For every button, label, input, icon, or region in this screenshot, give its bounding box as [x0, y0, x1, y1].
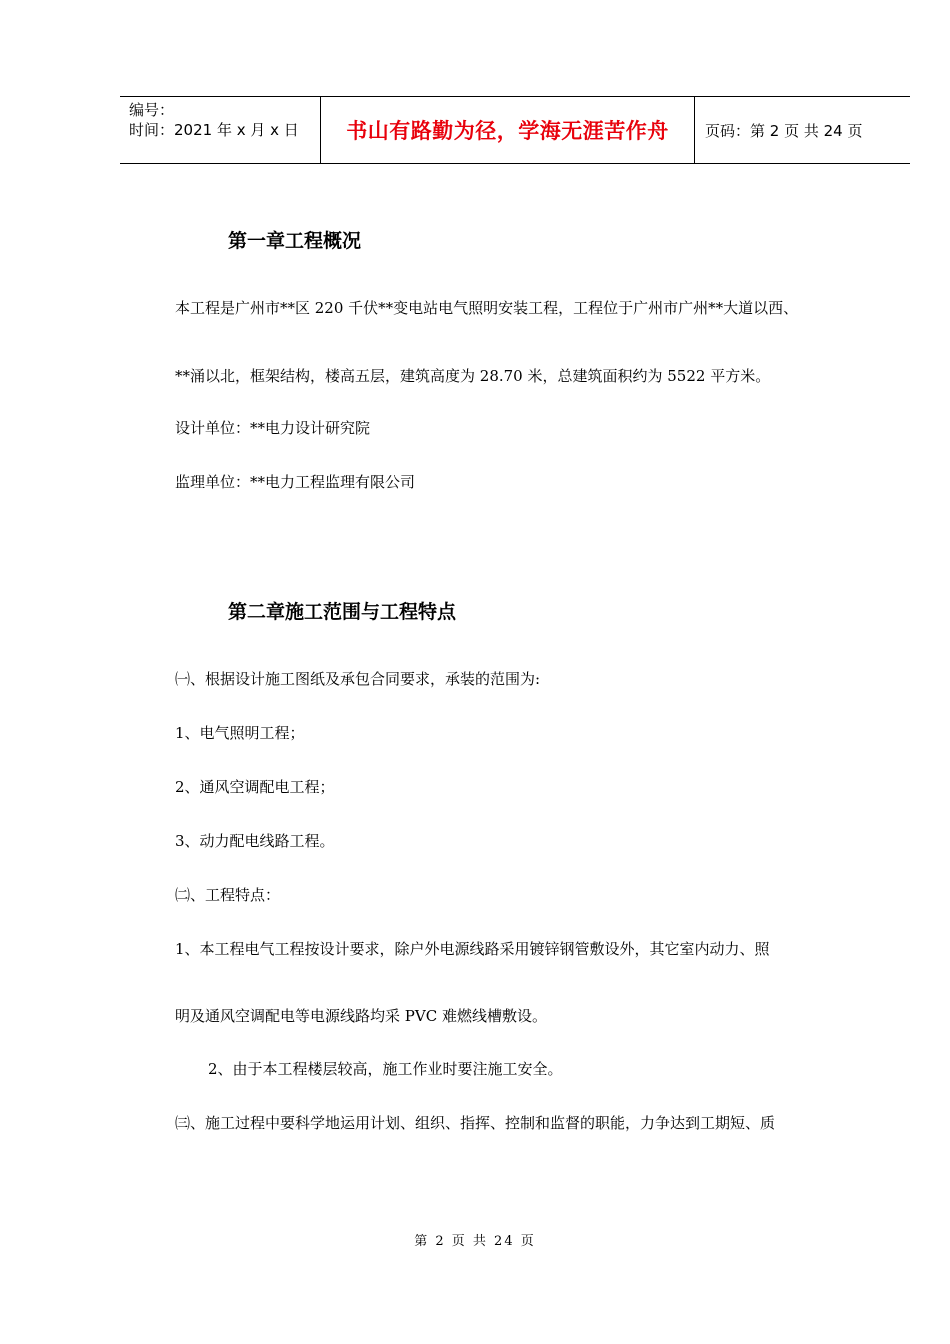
chapter-1-title: 第一章工程概况 [228, 230, 362, 252]
supervision-unit: 监理单位：**电力工程监理有限公司 [175, 473, 416, 491]
header-motto: 书山有路勤为径，学海无涯苦作舟 [321, 97, 695, 163]
page-footer: 第 2 页 共 24 页 [414, 1234, 536, 1249]
overview-paragraph-line-2: **涌以北，框架结构，楼高五层，建筑高度为 28.70 米，总建筑面积约为 5522 平方米。 [175, 367, 771, 385]
process-paragraph-line-1: ㈢、施工过程中要科学地运用计划、组织、指挥、控制和监督的职能，力争达到工期短、质 [175, 1114, 776, 1132]
overview-paragraph-line-1: 本工程是广州市**区 220 千伏**变电站电气照明安装工程，工程位于广州市广州**大道以西、 [175, 299, 799, 317]
scope-item-2: 2、通风空调配电工程； [175, 778, 335, 796]
header-meta [120, 97, 321, 163]
feature-1-line-1: 1、本工程电气工程按设计要求，除户外电源线路采用镀锌钢管敷设外，其它室内动力、照 [175, 940, 770, 958]
scope-item-1: 1、电气照明工程； [175, 724, 305, 742]
feature-1-line-2: 明及通风空调配电等电源线路均采 PVC 难燃线槽敷设。 [175, 1007, 547, 1025]
document-time: 时间：2021 年 x 月 x 日 [129, 121, 299, 139]
header-page-code: 页码：第 2 页 共 24 页 [705, 121, 863, 140]
chapter-2-title: 第二章施工范围与工程特点 [228, 601, 457, 623]
design-unit: 设计单位：**电力设计研究院 [175, 419, 371, 437]
document-header [120, 96, 910, 164]
scope-heading: ㈠、根据设计施工图纸及承包合同要求，承装的范围为: [175, 670, 541, 688]
features-heading: ㈡、工程特点： [175, 886, 281, 904]
scope-item-3: 3、动力配电线路工程。 [175, 832, 335, 850]
feature-2: 2、由于本工程楼层较高，施工作业时要注施工安全。 [208, 1060, 563, 1078]
document-number-label: 编号： [129, 101, 175, 119]
